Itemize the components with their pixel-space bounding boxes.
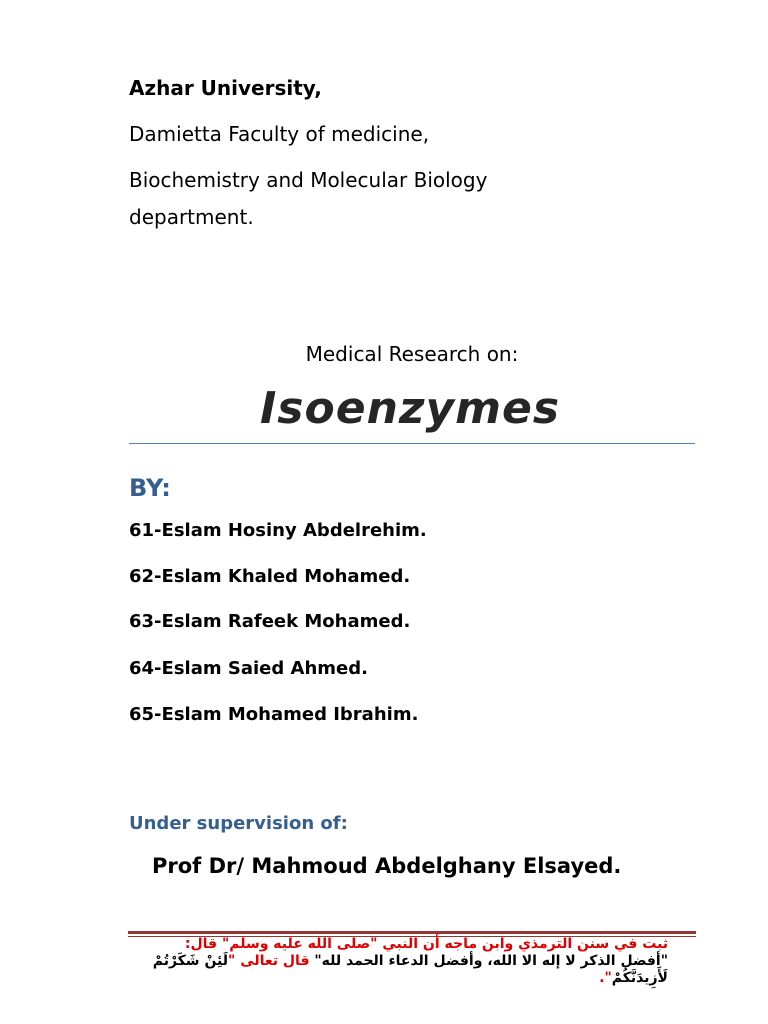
author-item: 61-Eslam Hosiny Abdelrehim. [129,520,427,541]
quote-intro: ثبت في سنن الترمذي وابن ماجه أن النبي "صلى الله عليه وسلم" قال: [184,936,668,952]
quote-hadith: "أفضل الذكر لا إله الا الله، وأفضل الدعاء الحمد لله" [314,953,668,969]
quote-verse: لَئِنْ شَكَرْتُمْ لَأَزِيدَنَّكُمْ [152,953,668,986]
department-line-2: department. [129,205,254,229]
author-item: 62-Eslam Khaled Mohamed. [129,566,411,587]
authors-heading: BY: [129,474,171,502]
supervisor-name: Prof Dr/ Mahmoud Abdelghany Elsayed. [152,854,622,878]
quote-verse-intro: قال تعالى " [228,953,315,969]
quote-end: ". [599,970,612,986]
title-divider [129,443,695,444]
faculty-name: Damietta Faculty of medicine, [129,122,430,146]
research-label: Medical Research on: [305,342,519,366]
author-item: 64-Eslam Saied Ahmed. [129,658,368,679]
supervision-heading: Under supervision of: [129,813,348,834]
university-name: Azhar University, [129,76,322,100]
department-line-1: Biochemistry and Molecular Biology [129,168,488,192]
footer-quote [128,936,668,987]
document-title: Isoenzymes [259,383,561,434]
footer-divider [128,931,696,934]
author-item: 63-Eslam Rafeek Mohamed. [129,611,411,632]
author-item: 65-Eslam Mohamed Ibrahim. [129,704,419,725]
